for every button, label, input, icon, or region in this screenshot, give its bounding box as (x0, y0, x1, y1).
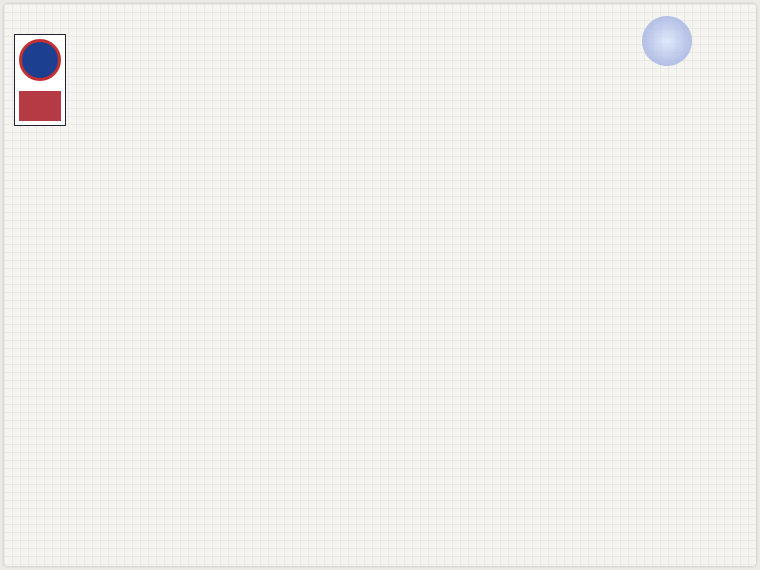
official-stamp (642, 16, 692, 66)
fci-logo (19, 39, 61, 81)
logo (14, 34, 66, 126)
pedigree-document (4, 4, 756, 566)
cmku-logo (19, 91, 61, 121)
